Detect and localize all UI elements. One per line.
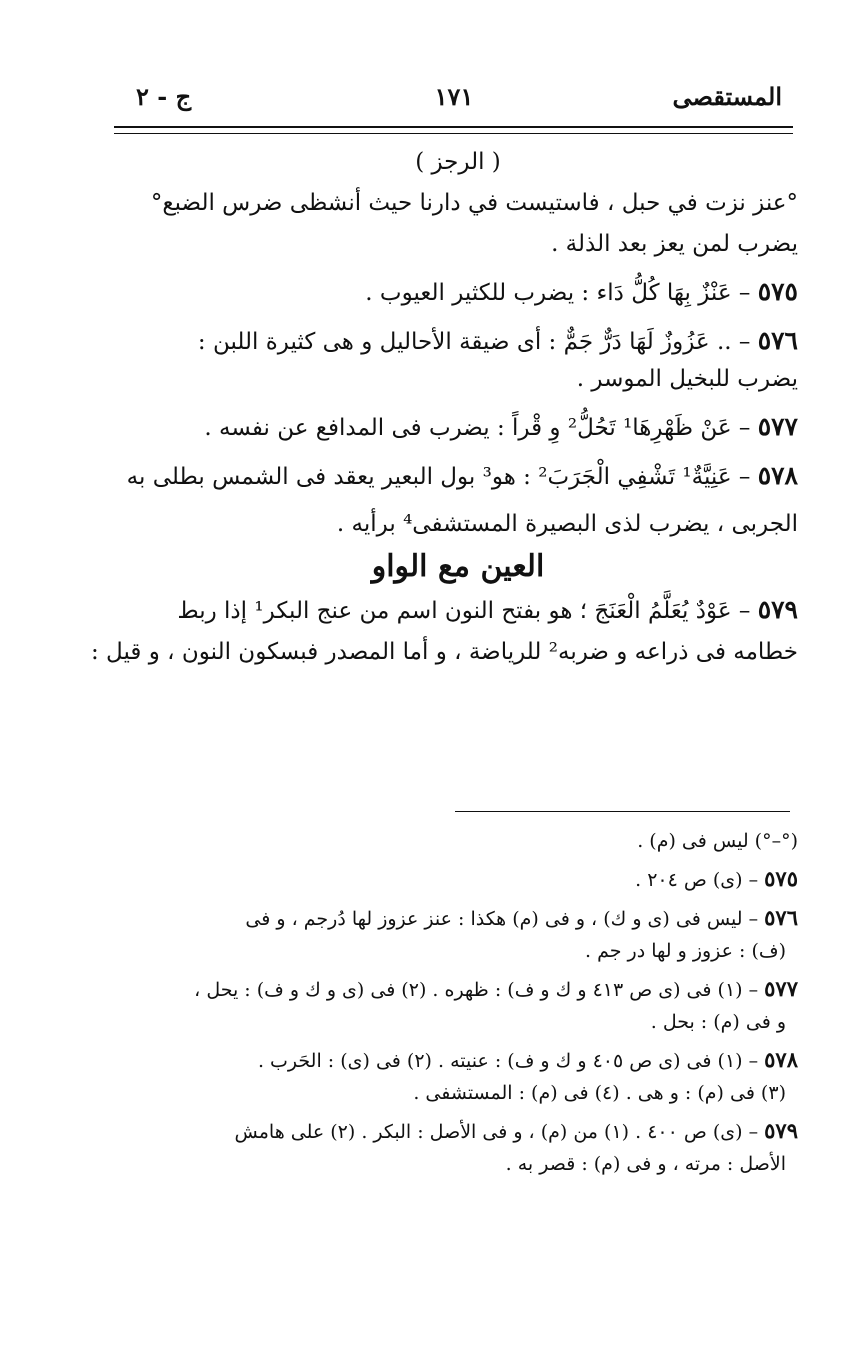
verse-line: °عنز نزت في حبل ، فاستيست في دارنا حيث أنشظى ضرس الضبع° <box>150 190 798 216</box>
footnote-text: – ليس فى (ى و ك) ، و فى (م) هكذا : عنز عزوز لها دُرجم ، و فى <box>245 908 759 930</box>
entry-number: ٥٧٩ <box>757 595 798 624</box>
footnote-577 <box>118 976 798 1003</box>
entry-579-continuation: خطامه فى ذراعه و ضربه² للرياضة ، و أما المصدر فبسكون النون ، و قيل : <box>91 639 798 665</box>
entry-text: – عَنِيَّةٌ¹ تَشْفِي الْجَرَبَ² : هو³ بول البعير يعقد فى الشمس بطلى به <box>126 464 751 490</box>
entry-number: ٥٧٧ <box>757 412 798 441</box>
meter-label: ( الرجز ) <box>415 149 501 175</box>
entry-575 <box>118 277 798 308</box>
entry-text: – .. عَزُوزٌ لَهَا دَرٌّ جَمٌّ : أى ضيقة الأحاليل و هى كثيرة اللبن : <box>197 329 751 355</box>
footnote-rule <box>455 811 790 812</box>
footnote-verse: (°–°) ليس فى (م) . <box>637 830 798 852</box>
footnote-text: – (١) فى (ى ص ٤٠٥ و ك و ف) : عنيته . (٢) فى (ى) : الحَرب . <box>257 1050 759 1072</box>
footnote-579 <box>118 1118 798 1145</box>
footnote-578 <box>118 1047 798 1074</box>
page-number: ١٧١ <box>434 82 474 111</box>
footnote-579-continuation: الأصل : مرته ، و فى (م) : قصر به . <box>505 1153 786 1175</box>
entry-number: ٥٧٥ <box>757 277 798 306</box>
footnote-number: ٥٧٩ <box>764 1118 798 1143</box>
volume-label: ج - ٢ <box>136 82 192 111</box>
book-title: المستقصى <box>672 82 782 111</box>
entry-578-continuation: الجربى ، يضرب لذى البصيرة المستشفى⁴ برأيه . <box>336 511 798 537</box>
entry-text: – عَوْدٌ يُعَلَّمُ الْعَنَجَ ؛ هو بفتح النون اسم من عنج البكر¹ إذا ربط <box>177 598 751 624</box>
footnote-577-continuation: و فى (م) : بحل . <box>650 1011 786 1033</box>
footnote-text: – (ى) ص ٢٠٤ . <box>635 869 759 891</box>
footnotes <box>118 828 798 1177</box>
running-header <box>118 82 790 118</box>
main-text <box>91 148 798 667</box>
entry-577 <box>118 412 798 443</box>
entry-text: – عَنْزٌ بِهَا كُلُّ دَاء : يضرب للكثير العيوب . <box>365 280 751 306</box>
entry-576 <box>118 326 798 357</box>
entry-text: – عَنْ ظَهْرِهَا¹ تَحُلُّ² وِ قْراً : يضرب فى المدافع عن نفسه . <box>204 415 751 441</box>
header-rule-thick <box>114 126 793 128</box>
footnote-575 <box>118 866 798 893</box>
footnote-number: ٥٧٥ <box>764 866 798 891</box>
entry-number: ٥٧٨ <box>757 461 798 490</box>
header-rule-thin <box>114 133 793 134</box>
entry-578 <box>118 461 798 492</box>
footnote-text: – (١) فى (ى ص ٤١٣ و ك و ف) : ظهره . (٢) فى (ى و ك و ف) : يحل ، <box>194 979 759 1001</box>
footnote-576-continuation: (ف) : عزوز و لها در جم . <box>585 940 786 962</box>
footnote-text: – (ى) ص ٤٠٠ . (١) من (م) ، و فى الأصل : البكر . (٢) على هامش <box>234 1121 759 1143</box>
footnote-number: ٥٧٧ <box>764 976 798 1001</box>
entry-576-continuation: يضرب للبخيل الموسر . <box>576 366 798 392</box>
entry-579 <box>118 595 798 626</box>
section-heading: العين مع الواو <box>371 549 545 584</box>
footnote-578-continuation: (٣) فى (م) : و هى . (٤) فى (م) : المستشفى . <box>413 1082 786 1104</box>
verse-note: يضرب لمن يعز بعد الذلة . <box>551 231 798 257</box>
footnote-576 <box>118 905 798 932</box>
entry-number: ٥٧٦ <box>757 326 798 355</box>
footnote-number: ٥٧٦ <box>764 905 798 930</box>
footnote-number: ٥٧٨ <box>764 1047 798 1072</box>
